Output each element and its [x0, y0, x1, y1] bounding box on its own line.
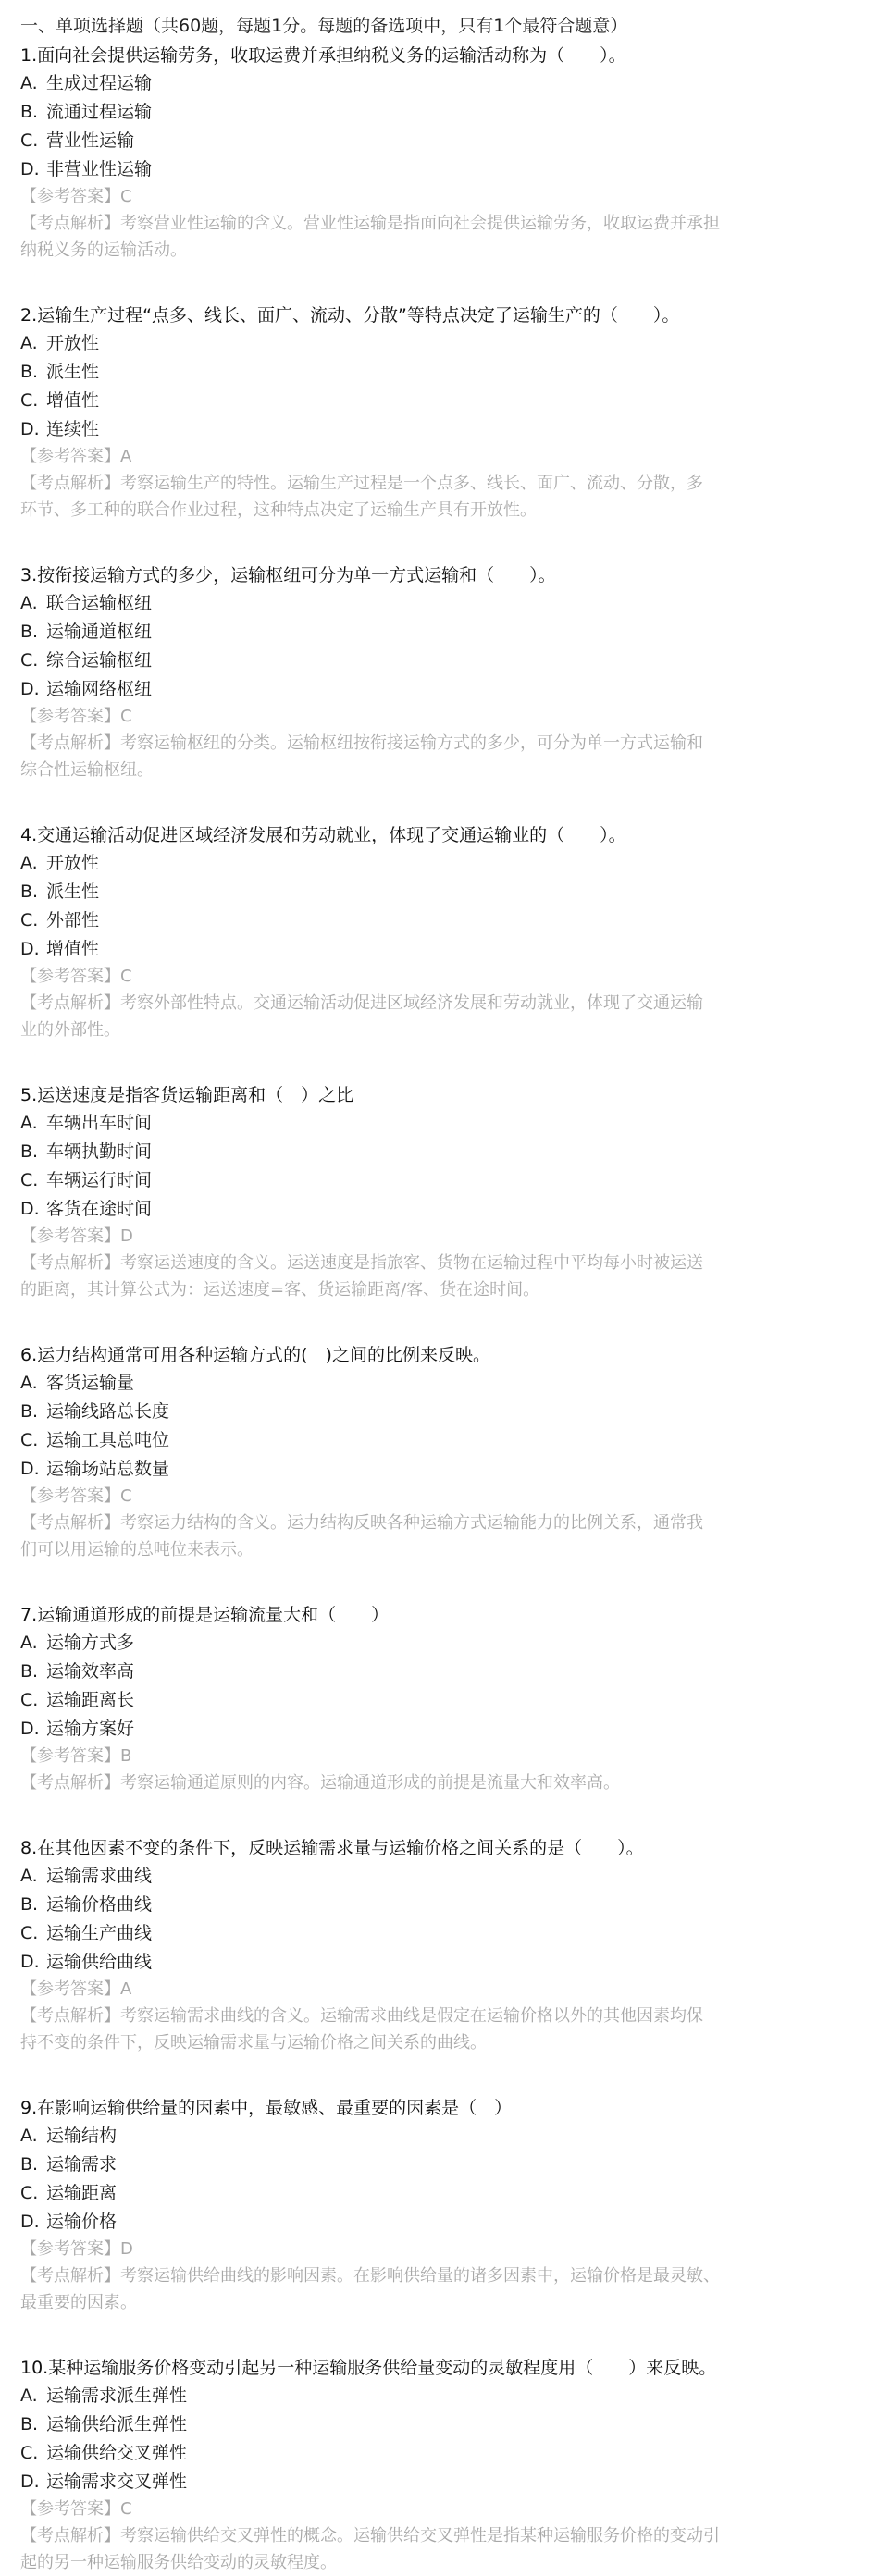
option-text: 运输需求交叉弹性: [46, 2471, 188, 2492]
option-item: [20, 358, 859, 387]
question-spacer: [20, 1043, 859, 1082]
option-letter: A.: [20, 1373, 38, 1393]
option-text: 客货在途时间: [46, 1199, 153, 1219]
option-letter: A.: [20, 593, 38, 613]
option-item: [20, 1629, 859, 1658]
option-text: 客货运输量: [46, 1373, 135, 1393]
reference-answer: 【参考答案】C: [20, 967, 132, 986]
analysis-line: 起的另一种运输服务供给变动的灵敏程度。: [20, 2553, 337, 2572]
reference-answer: 【参考答案】D: [20, 1226, 133, 1246]
question-block: [20, 1342, 859, 1563]
option-letter: B.: [20, 1401, 39, 1422]
question-list: [20, 43, 859, 2576]
analysis-line: 【考点解析】考察运输生产的特性。运输生产过程是一个点多、线长、面广、流动、分散，多: [20, 474, 703, 493]
question-stem: 3.按衔接运输方式的多少，运输枢纽可分为单一方式运输和（ ）。: [20, 565, 556, 585]
option-item: [20, 155, 859, 184]
option-text: 生成过程运输: [46, 73, 153, 93]
option-text: 非营业性运输: [46, 159, 153, 179]
option-item: [20, 415, 859, 444]
option-text: 运输工具总吨位: [46, 1430, 170, 1450]
question-stem: 6.运力结构通常可用各种运输方式的( )之间的比例来反映。: [20, 1345, 490, 1365]
analysis-line: 业的外部性。: [20, 1020, 120, 1040]
option-letter: B.: [20, 622, 39, 642]
option-letter: C.: [20, 1430, 39, 1450]
option-item: [20, 2468, 859, 2496]
option-letter: D.: [20, 2471, 40, 2492]
option-text: 运输结构: [46, 2126, 118, 2146]
question-spacer: [20, 783, 859, 822]
question-stem: 1.面向社会提供运输劳务，收取运费并承担纳税义务的运输活动称为（ ）。: [20, 45, 626, 66]
option-item: [20, 127, 859, 155]
option-item: [20, 1715, 859, 1744]
analysis-line: 持不变的条件下，反映运输需求量与运输价格之间关系的曲线。: [20, 2033, 487, 2052]
option-letter: C.: [20, 1923, 39, 1943]
option-item: [20, 1455, 859, 1484]
analysis-line: 【考点解析】考察营业性运输的含义。营业性运输是指面向社会提供运输劳务，收取运费并承担: [20, 214, 720, 233]
option-letter: C.: [20, 910, 39, 931]
option-text: 运输场站总数量: [46, 1459, 170, 1479]
option-item: [20, 69, 859, 98]
option-item: [20, 647, 859, 675]
option-item: [20, 98, 859, 127]
question-block: [20, 822, 859, 1043]
question-spacer: [20, 1303, 859, 1342]
option-item: [20, 2151, 859, 2179]
reference-answer: 【参考答案】A: [20, 447, 132, 466]
section-title: 一、单项选择题（共60题，每题1分。每题的备选项中，只有1个最符合题意）: [20, 16, 628, 36]
analysis-line: 最重要的因素。: [20, 2293, 137, 2312]
option-item: [20, 1369, 859, 1398]
option-item: [20, 1686, 859, 1715]
question-spacer: [20, 2056, 859, 2095]
option-letter: B.: [20, 1141, 39, 1162]
analysis-line: 纳税义务的运输活动。: [20, 240, 187, 260]
option-item: [20, 618, 859, 647]
option-text: 运输距离: [46, 2183, 118, 2203]
option-text: 运输通道枢纽: [46, 622, 153, 642]
question-stem: 2.运输生产过程“点多、线长、面广、流动、分散”等特点决定了运输生产的（ ）。: [20, 305, 680, 326]
analysis-line: 的距离，其计算公式为：运送速度=客、货运输距离/客、货在途时间。: [20, 1280, 540, 1300]
analysis-line: 【考点解析】考察运输需求曲线的含义。运输需求曲线是假定在运输价格以外的其他因素均保: [20, 2006, 703, 2026]
option-text: 增值性: [46, 390, 100, 411]
question-block: [20, 562, 859, 783]
question-spacer: [20, 264, 859, 302]
option-letter: B.: [20, 1661, 39, 1682]
reference-answer: 【参考答案】C: [20, 187, 132, 206]
option-text: 增值性: [46, 939, 100, 959]
option-letter: A.: [20, 73, 38, 93]
option-letter: B.: [20, 881, 39, 902]
question-block: [20, 1082, 859, 1303]
option-item: [20, 1948, 859, 1977]
option-item: [20, 2382, 859, 2410]
question-spacer: [20, 1563, 859, 1602]
option-text: 流通过程运输: [46, 102, 153, 122]
option-text: 运输需求派生弹性: [46, 2385, 188, 2406]
question-block: [20, 2095, 859, 2316]
option-letter: A.: [20, 333, 38, 353]
option-text: 外部性: [46, 910, 100, 931]
option-letter: D.: [20, 1199, 40, 1219]
option-letter: D.: [20, 159, 40, 179]
option-item: [20, 849, 859, 878]
question-spacer: [20, 524, 859, 562]
option-text: 运输效率高: [46, 1661, 135, 1682]
question-block: [20, 302, 859, 524]
option-letter: B.: [20, 2154, 39, 2175]
option-item: [20, 2410, 859, 2439]
option-item: [20, 2122, 859, 2151]
option-letter: C.: [20, 1170, 39, 1190]
reference-answer: 【参考答案】C: [20, 1486, 132, 1506]
option-letter: B.: [20, 1894, 39, 1915]
reference-answer: 【参考答案】C: [20, 707, 132, 726]
option-item: [20, 1862, 859, 1891]
option-text: 运输线路总长度: [46, 1401, 170, 1422]
option-text: 联合运输枢纽: [46, 593, 153, 613]
option-item: [20, 906, 859, 935]
option-item: [20, 1398, 859, 1426]
option-text: 车辆出车时间: [46, 1113, 153, 1133]
question-block: [20, 2355, 859, 2576]
option-letter: A.: [20, 2126, 38, 2146]
option-item: [20, 387, 859, 415]
option-letter: B.: [20, 2414, 39, 2434]
option-letter: D.: [20, 939, 40, 959]
analysis-line: 【考点解析】考察运输枢纽的分类。运输枢纽按衔接运输方式的多少，可分为单一方式运输和: [20, 733, 703, 753]
option-text: 开放性: [46, 333, 100, 353]
reference-answer: 【参考答案】B: [20, 1746, 132, 1766]
option-letter: A.: [20, 1866, 38, 1886]
option-item: [20, 935, 859, 964]
option-text: 派生性: [46, 362, 100, 382]
option-item: [20, 1891, 859, 1919]
option-letter: B.: [20, 102, 39, 122]
option-text: 营业性运输: [46, 130, 135, 151]
reference-answer: 【参考答案】A: [20, 1979, 132, 1999]
question-spacer: [20, 2316, 859, 2355]
option-letter: D.: [20, 419, 40, 439]
option-item: [20, 2439, 859, 2468]
option-text: 派生性: [46, 881, 100, 902]
option-item: [20, 1919, 859, 1948]
option-letter: C.: [20, 650, 39, 671]
option-item: [20, 878, 859, 906]
analysis-line: 【考点解析】考察外部性特点。交通运输活动促进区域经济发展和劳动就业，体现了交通运输: [20, 993, 703, 1013]
option-text: 车辆运行时间: [46, 1170, 153, 1190]
analysis-line: 综合性运输枢纽。: [20, 760, 154, 780]
analysis-line: 环节、多工种的联合作业过程，这种特点决定了运输生产具有开放性。: [20, 500, 537, 520]
option-letter: C.: [20, 390, 39, 411]
question-stem: 7.运输通道形成的前提是运输流量大和（ ）: [20, 1605, 390, 1625]
option-letter: C.: [20, 130, 39, 151]
option-letter: D.: [20, 1952, 40, 1972]
analysis-line: 【考点解析】考察运输供给曲线的影响因素。在影响供给量的诸多因素中，运输价格是最灵敏、: [20, 2266, 720, 2286]
option-text: 运输方案好: [46, 1719, 135, 1739]
option-letter: D.: [20, 1719, 40, 1739]
question-stem: 9.在影响运输供给量的因素中，最敏感、最重要的因素是（ ）: [20, 2098, 513, 2118]
question-spacer: [20, 1796, 859, 1835]
option-item: [20, 329, 859, 358]
option-item: [20, 1166, 859, 1195]
option-item: [20, 1426, 859, 1455]
option-text: 运输供给交叉弹性: [46, 2443, 188, 2463]
option-letter: D.: [20, 2212, 40, 2232]
option-text: 运输生产曲线: [46, 1923, 153, 1943]
option-letter: C.: [20, 2443, 39, 2463]
analysis-line: 【考点解析】考察运输通道原则的内容。运输通道形成的前提是流量大和效率高。: [20, 1773, 620, 1793]
option-letter: B.: [20, 362, 39, 382]
option-text: 运输供给曲线: [46, 1952, 153, 1972]
option-item: [20, 1138, 859, 1166]
option-text: 综合运输枢纽: [46, 650, 153, 671]
option-text: 运输需求: [46, 2154, 118, 2175]
question-block: [20, 1602, 859, 1796]
option-text: 运输价格曲线: [46, 1894, 153, 1915]
option-letter: C.: [20, 2183, 39, 2203]
analysis-line: 【考点解析】考察运输供给交叉弹性的概念。运输供给交叉弹性是指某种运输服务价格的变动引: [20, 2526, 720, 2545]
option-text: 运输距离长: [46, 1690, 135, 1710]
analysis-line: 们可以用运输的总吨位来表示。: [20, 1540, 254, 1559]
option-text: 开放性: [46, 853, 100, 873]
option-item: [20, 675, 859, 704]
option-item: [20, 1658, 859, 1686]
analysis-line: 【考点解析】考察运送速度的含义。运送速度是指旅客、货物在运输过程中平均每小时被运送: [20, 1253, 703, 1273]
analysis-line: 【考点解析】考察运力结构的含义。运力结构反映各种运输方式运输能力的比例关系，通常我: [20, 1513, 703, 1533]
option-item: [20, 1195, 859, 1224]
reference-answer: 【参考答案】C: [20, 2499, 132, 2519]
question-block: [20, 43, 859, 264]
option-text: 运输供给派生弹性: [46, 2414, 188, 2434]
option-letter: D.: [20, 679, 40, 699]
option-item: [20, 589, 859, 618]
option-item: [20, 1109, 859, 1138]
option-letter: C.: [20, 1690, 39, 1710]
option-text: 连续性: [46, 419, 100, 439]
question-stem: 4.交通运输活动促进区域经济发展和劳动就业，体现了交通运输业的（ ）。: [20, 825, 626, 845]
option-letter: A.: [20, 1633, 38, 1653]
option-letter: D.: [20, 1459, 40, 1479]
option-item: [20, 2208, 859, 2237]
question-stem: 8.在其他因素不变的条件下，反映运输需求量与运输价格之间关系的是（ ）。: [20, 1838, 644, 1858]
reference-answer: 【参考答案】D: [20, 2239, 133, 2259]
option-item: [20, 2179, 859, 2208]
option-text: 运输方式多: [46, 1633, 135, 1653]
option-letter: A.: [20, 1113, 38, 1133]
option-text: 运输网络枢纽: [46, 679, 153, 699]
option-letter: A.: [20, 2385, 38, 2406]
option-text: 运输需求曲线: [46, 1866, 153, 1886]
option-letter: A.: [20, 853, 38, 873]
question-stem: 5.运送速度是指客货运输距离和（ ）之比: [20, 1085, 354, 1105]
question-block: [20, 1835, 859, 2056]
option-text: 运输价格: [46, 2212, 118, 2232]
question-stem: 10.某种运输服务价格变动引起另一种运输服务供给量变动的灵敏程度用（ ）来反映。: [20, 2358, 717, 2378]
option-text: 车辆执勤时间: [46, 1141, 153, 1162]
